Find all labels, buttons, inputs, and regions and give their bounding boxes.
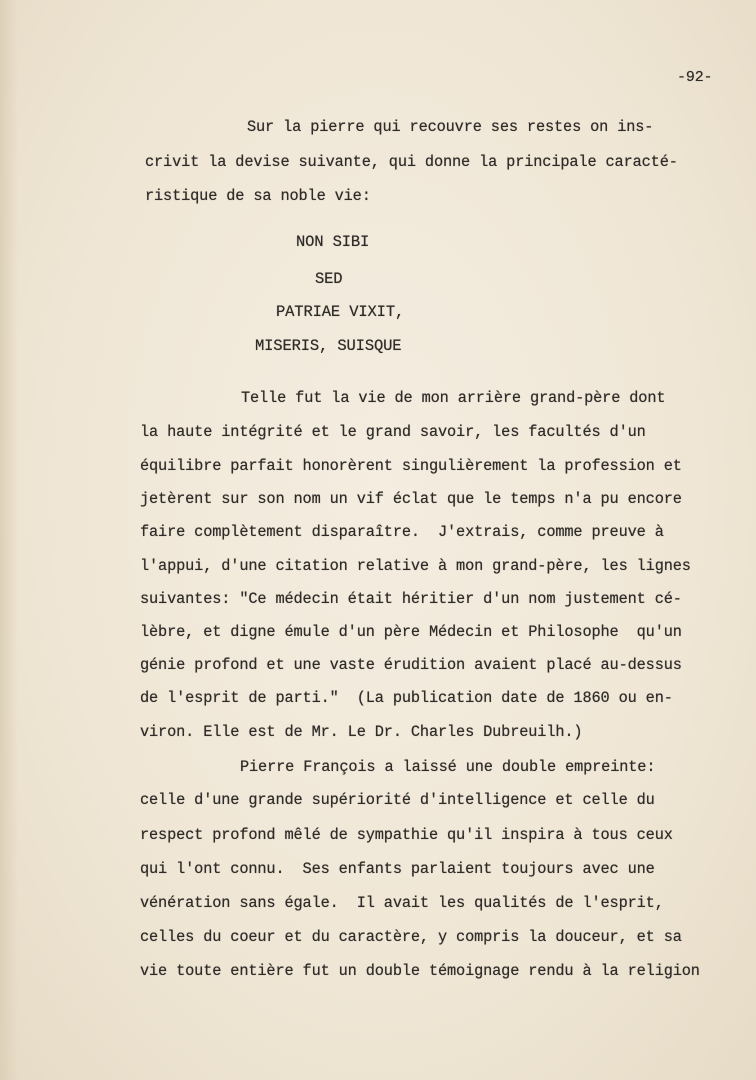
text-line: Telle fut la vie de mon arrière grand-père dont — [241, 389, 666, 407]
motto-line: NON SIBI — [296, 233, 370, 251]
motto-line: SED — [315, 270, 343, 288]
text-line: qui l'ont connu. Ses enfants parlaient toujours avec une — [140, 860, 655, 878]
text-line: celles du coeur et du caractère, y compris la douceur, et sa — [140, 928, 682, 946]
text-line: celle d'une grande supériorité d'intelligence et celle du — [140, 791, 655, 809]
page-number: -92- — [677, 69, 713, 86]
page-edge-shadow — [0, 0, 18, 1080]
text-line: ristique de sa noble vie: — [145, 187, 371, 205]
motto-line: PATRIAE VIXIT, — [276, 303, 405, 321]
text-line: de l'esprit de parti." (La publication date de 1860 ou en- — [140, 689, 673, 707]
text-line: respect profond mêlé de sympathie qu'il inspira à tous ceux — [140, 826, 673, 844]
motto-line: MISERIS, SUISQUE — [255, 337, 402, 355]
text-line: crivit la devise suivante, qui donne la principale caracté- — [145, 153, 678, 171]
text-line: Sur la pierre qui recouvre ses restes on ins- — [247, 118, 654, 136]
text-line: vie toute entière fut un double témoignage rendu à la religion — [140, 962, 700, 980]
text-line: viron. Elle est de Mr. Le Dr. Charles Dubreuilh.) — [140, 723, 583, 741]
text-line: jetèrent sur son nom un vif éclat que le temps n'a pu encore — [140, 490, 682, 508]
text-line: suivantes: "Ce médecin était héritier d'un nom justement cé- — [140, 590, 682, 608]
text-line: vénération sans égale. Il avait les qualités de l'esprit, — [140, 894, 664, 912]
text-line: faire complètement disparaître. J'extrais, comme preuve à — [140, 523, 664, 541]
text-line: Pierre François a laissé une double empreinte: — [240, 758, 656, 776]
text-line: la haute intégrité et le grand savoir, les facultés d'un — [140, 423, 646, 441]
text-line: lèbre, et digne émule d'un père Médecin et Philosophe qu'un — [140, 623, 682, 641]
text-line: équilibre parfait honorèrent singulièrement la profession et — [140, 457, 682, 475]
text-line: génie profond et une vaste érudition avaient placé au-dessus — [140, 656, 682, 674]
text-line: l'appui, d'une citation relative à mon grand-père, les lignes — [140, 557, 691, 575]
